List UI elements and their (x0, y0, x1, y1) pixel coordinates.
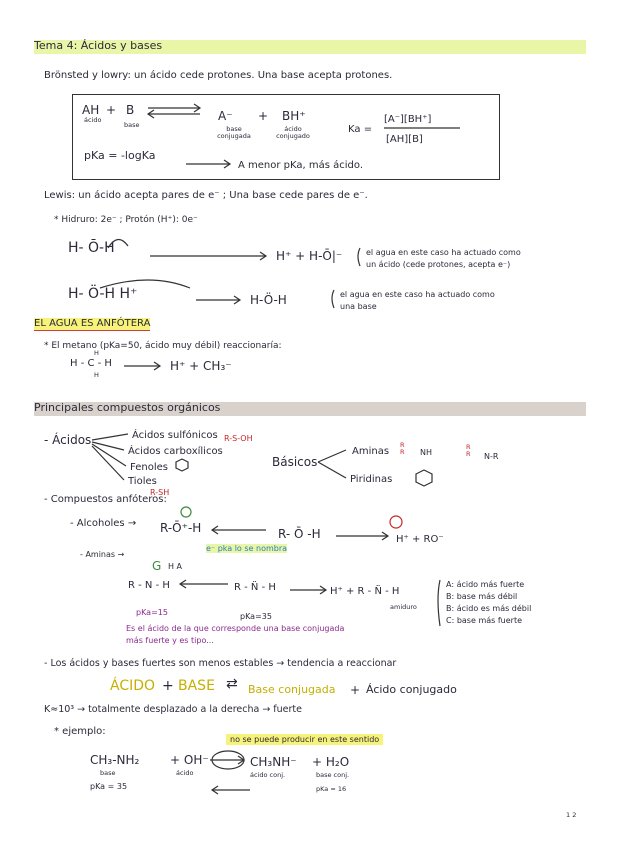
metano-h-bottom: H (94, 371, 99, 379)
mas-fuerte-note: más fuerte y es tipo... (126, 636, 214, 645)
amine-r-1: R R (400, 441, 405, 456)
metano-structure: H - C - H (70, 358, 112, 369)
alcoholes-label: - Alcoholes → (70, 518, 137, 529)
ex-ch3nh: CH₃NH⁻ (250, 755, 297, 769)
amine-nr: N-R (484, 452, 499, 461)
amine-pka-35: pKa=35 (240, 612, 272, 621)
amine-nh: NH (420, 448, 432, 457)
metano-products: H⁺ + CH₃⁻ (170, 359, 232, 373)
ex-pka-35: pKa = 35 (90, 782, 128, 791)
bronsted-definition: Brönsted y lowry: un ácido cede protones. Una base acepta protones. (44, 70, 393, 81)
amine-g-label: G (152, 559, 162, 573)
water-row1-brace (358, 248, 360, 266)
eq-plus-2: + (258, 109, 269, 123)
strong-acids-bases-note: - Los ácidos y bases fuertes son menos estables → tendencia a reaccionar (44, 658, 397, 669)
ex-base-label: base (100, 769, 116, 777)
label-acido: ácido (84, 116, 102, 124)
abcd-item-1: A: ácido más fuerte (446, 580, 525, 589)
phenol-ring (176, 459, 188, 471)
acid-branch-1 (92, 434, 128, 440)
no-se-produce-note: no se puede producir en este sentido (226, 734, 383, 745)
ex-base-conj-label: base conj. (316, 771, 350, 779)
ex-ch3nh2: CH₃-NH₂ (90, 753, 140, 767)
negative-charge-circle (390, 516, 402, 528)
eq-ah: AH (82, 103, 100, 117)
acid-branch-4 (92, 446, 124, 480)
water-row2-brace (332, 290, 334, 308)
positive-charge-circle (181, 507, 191, 517)
water-row2-note-2: una base (340, 302, 377, 311)
acid-type-4: Tioles (128, 476, 157, 487)
big-eq-base-conj: Base conjugada (248, 683, 336, 696)
abcd-item-2: B: base más débil (446, 592, 518, 601)
eq-a-minus: A⁻ (218, 109, 233, 123)
pka-note: A menor pKa, más ácido. (238, 160, 364, 171)
amine-structure-3: H⁺ + R - N̈ - H (330, 586, 400, 597)
ka-numerator: [A⁻][BH⁺] (384, 114, 432, 125)
big-eq-plus-2: + (350, 683, 361, 697)
eq-bh: BH⁺ (282, 109, 306, 123)
amphoteric-water-highlight: EL AGUA ES ANFÓTERA (34, 318, 151, 329)
label-base: base (124, 121, 140, 129)
ex-h2o: + H₂O (312, 755, 350, 769)
page-number: 1 2 (566, 811, 577, 819)
label-base-conjugada: base conjugada (217, 125, 251, 140)
alcohol-left: R-Ō⁺-H (160, 521, 202, 535)
acid-branch-2 (92, 442, 124, 450)
ka-denominator: [AH][B] (386, 134, 423, 145)
alcoholes-text: Alcoholes (76, 518, 125, 529)
sulfonic-formula: R-S-OH (224, 434, 253, 443)
water-row2-right: H-Ö-H (250, 293, 287, 307)
alcohol-note: e⁻ pka lo se nombra (206, 544, 288, 553)
base-type-aminas: Aminas (352, 446, 390, 457)
abcd-brace (438, 580, 440, 626)
acid-type-2: Ácidos carboxílicos (128, 446, 223, 457)
acidos-heading: - Ácidos (44, 433, 92, 447)
abcd-item-4: C: base más fuerte (446, 616, 522, 625)
ejemplo-label: * ejemplo: (54, 726, 106, 737)
ex-oh: + OH⁻ (170, 753, 209, 767)
amine-structure-1: R - N - H (128, 580, 170, 591)
big-eq-acido: ÁCIDO (110, 678, 156, 694)
hidruro-proton: * Hidruro: 2e⁻ ; Protón (H⁺): 0e⁻ (54, 215, 198, 225)
section-title-organic-compounds: Principales compuestos orgánicos (34, 402, 586, 416)
abcd-item-3: B: ácido es más débil (446, 604, 532, 613)
ex-acido-label: ácido (176, 769, 194, 777)
aminas2-text: Aminas (85, 550, 116, 559)
amine-pka-15: pKa=15 (136, 608, 168, 617)
alcohol-right: H⁺ + RO⁻ (396, 534, 444, 545)
metano-h-top: H (94, 349, 99, 357)
big-eq-plus: + (162, 678, 174, 694)
big-eq-arrow: ⇄ (226, 676, 238, 692)
water-row2-note-1: el agua en este caso ha actuado como (340, 290, 495, 299)
water-row2-left: H- Ö-H H⁺ (68, 286, 138, 302)
base-branch-2 (318, 462, 346, 478)
ex-acido-conj-label: ácido conj. (250, 771, 286, 779)
thiol-formula: R-SH (150, 488, 170, 497)
pka-formula: pKa = -logKa (84, 149, 156, 162)
amine-ha-label: H A (168, 562, 183, 571)
amine-r-2: R R (466, 443, 471, 458)
alcohol-middle: R- Ō -H (278, 527, 321, 541)
water-row1-note-1: el agua en este caso ha actuado como (366, 248, 521, 257)
amiduro-label: amiduro (390, 603, 417, 611)
acid-branch-3 (92, 444, 126, 466)
water-row1-left: H- Ō-H (68, 240, 115, 256)
acid-type-3: Fenoles (130, 462, 168, 473)
water-row1-note-2: un ácido (cede protones, acepta e⁻) (366, 260, 511, 269)
basicos-heading: Básicos (272, 455, 318, 469)
label-acido-conjugado: ácido conjugado (276, 125, 310, 140)
water-row2-curly-arrow (100, 280, 190, 288)
big-eq-acido-conj: Ácido conjugado (366, 683, 457, 696)
acid-type-1: Ácidos sulfónicos (132, 430, 218, 441)
eq-b: B (126, 103, 135, 117)
water-row1-right: H⁺ + H-Ō|⁻ (276, 249, 343, 263)
ka-label: Ka = (348, 124, 373, 135)
amphoteric-heading: - Compuestos anfóteros: (44, 494, 167, 505)
ex-pka-16: pKa = 16 (316, 785, 347, 793)
k-value-line: K≈10³ → totalmente desplazado a la derecha → fuerte (44, 704, 302, 715)
base-branch-1 (318, 450, 346, 462)
section-title-acids-bases: Tema 4: Ácidos y bases (34, 40, 586, 54)
amine-structure-2: R - N̈ - H (234, 582, 276, 593)
water-row1-curly-arrow (108, 239, 128, 248)
lewis-definition: Lewis: un ácido acepta pares de e⁻ ; Una base cede pares de e⁻. (44, 190, 368, 201)
es-el-acido-note: Es el ácido de la que corresponde una base conjugada (126, 624, 345, 633)
eq-plus-1: + (106, 103, 117, 117)
big-eq-base: BASE (178, 678, 215, 694)
base-type-piridinas: Piridinas (350, 474, 393, 485)
aminas-label: - Aminas → (80, 550, 125, 559)
pyridine-ring (416, 470, 432, 486)
metano-note: * El metano (pKa=50, ácido muy débil) reaccionaría: (44, 341, 282, 351)
